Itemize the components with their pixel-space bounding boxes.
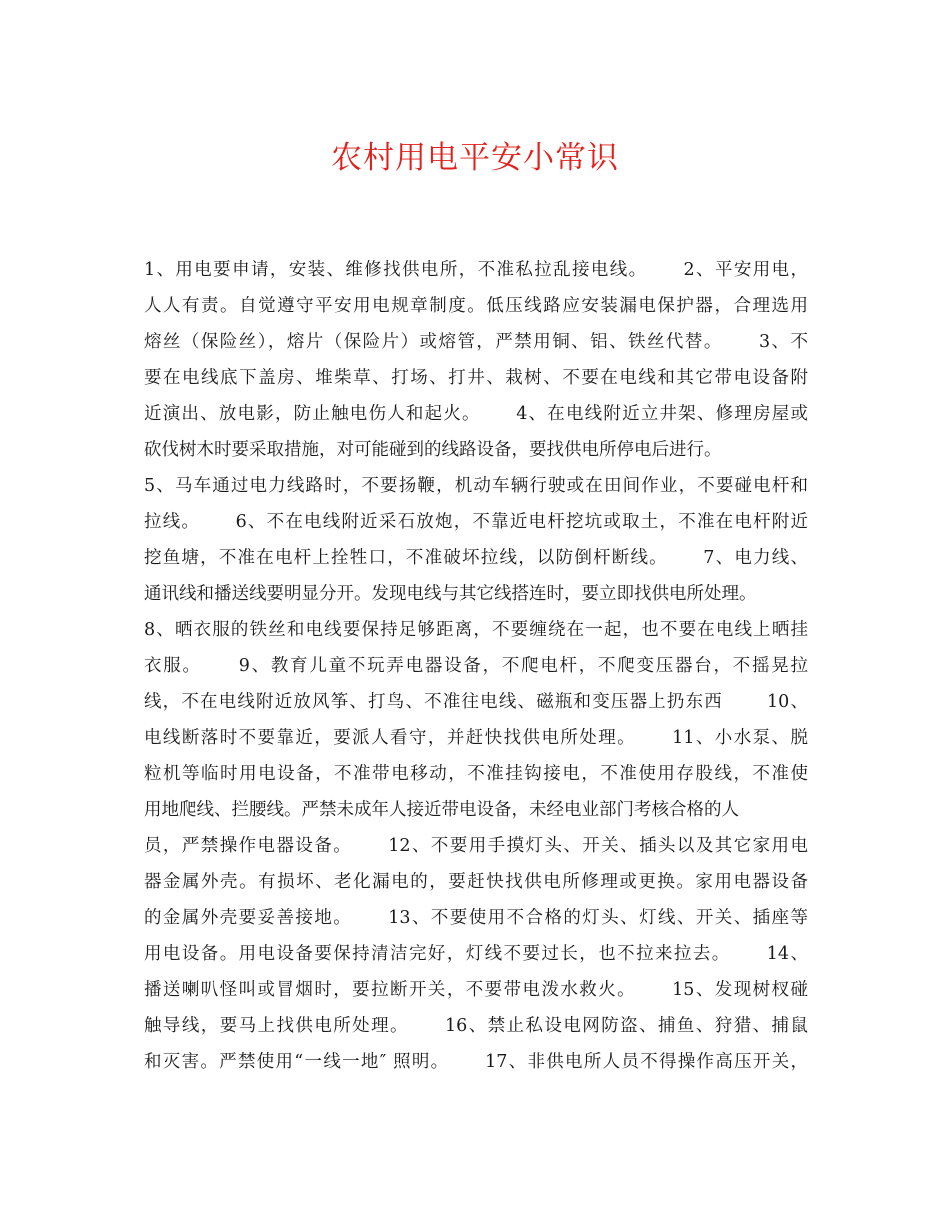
- body-line: 8、晒衣服的铁丝和电线要保持足够距离，不要缠绕在一起，也不要在电线上晒挂: [144, 620, 808, 640]
- body-line: 熔丝（保险丝），熔片（保险片）或熔管，严禁用铜、铝、铁丝代替。 3、不: [144, 332, 808, 352]
- body-line: 通讯线和播送线要明显分开。发现电线与其它线搭连时，要立即找供电所处理。: [144, 584, 757, 604]
- body-line: 员，严禁操作电器设备。 12、不要用手摸灯头、开关、插头以及其它家用电: [144, 836, 808, 856]
- body-line: 播送喇叭怪叫或冒烟时，要拉断开关，不要带电泼水救火。 15、发现树杈碰: [144, 980, 808, 1000]
- body-line: 用地爬线、拦腰线。严禁未成年人接近带电设备，未经电业部门考核合格的人: [144, 800, 739, 820]
- document-body: [144, 252, 808, 1080]
- body-line: 的金属外壳要妥善接地。 13、不要使用不合格的灯头、灯线、开关、插座等: [144, 908, 808, 928]
- body-line: 衣服。 9、教育儿童不玩弄电器设备，不爬电杆，不爬变压器台，不摇晃拉: [144, 656, 808, 676]
- body-line: 电线断落时不要靠近，要派人看守，并赶快找供电所处理。 11、小水泵、脱: [144, 728, 808, 748]
- document-title: 农村用电平安小常识: [331, 140, 619, 176]
- body-line: 近演出、放电影，防止触电伤人和起火。 4、在电线附近立井架、修理房屋或: [144, 404, 808, 424]
- body-line: 砍伐树木时要采取措施，对可能碰到的线路设备，要找供电所停电后进行。: [144, 440, 722, 460]
- body-line: 用电设备。用电设备要保持清洁完好，灯线不要过长，也不拉来拉去。 14、: [144, 944, 808, 964]
- body-line: 挖鱼塘，不准在电杆上拴牲口，不准破坏拉线，以防倒杆断线。 7、电力线、: [144, 548, 808, 568]
- body-line: 1、用电要申请，安装、维修找供电所，不准私拉乱接电线。 2、平安用电，: [144, 260, 808, 280]
- body-line: 要在电线底下盖房、堆柴草、打场、打井、栽树、不要在电线和其它带电设备附: [144, 368, 808, 388]
- body-line: 粒机等临时用电设备，不准带电移动，不准挂钩接电，不准使用存股线，不准使: [144, 764, 808, 784]
- body-line: 5、马车通过电力线路时，不要扬鞭，机动车辆行驶或在田间作业，不要碰电杆和: [144, 476, 808, 496]
- body-line: 器金属外壳。有损坏、老化漏电的，要赶快找供电所修理或更换。家用电器设备: [144, 872, 808, 892]
- body-line: 和灭害。严禁使用“一线一地″ 照明。 17、非供电所人员不得操作高压开关，: [144, 1052, 808, 1072]
- body-line: 触导线，要马上找供电所处理。 16、禁止私设电网防盗、捕鱼、狩猎、捕鼠: [144, 1016, 808, 1036]
- body-line: 拉线。 6、不在电线附近采石放炮，不靠近电杆挖坑或取土，不准在电杆附近: [144, 512, 808, 532]
- body-line: 人人有责。自觉遵守平安用电规章制度。低压线路应安装漏电保护器，合理选用: [144, 296, 808, 316]
- body-line: 线，不在电线附近放风筝、打鸟、不准往电线、磁瓶和变压器上扔东西 10、: [144, 692, 808, 712]
